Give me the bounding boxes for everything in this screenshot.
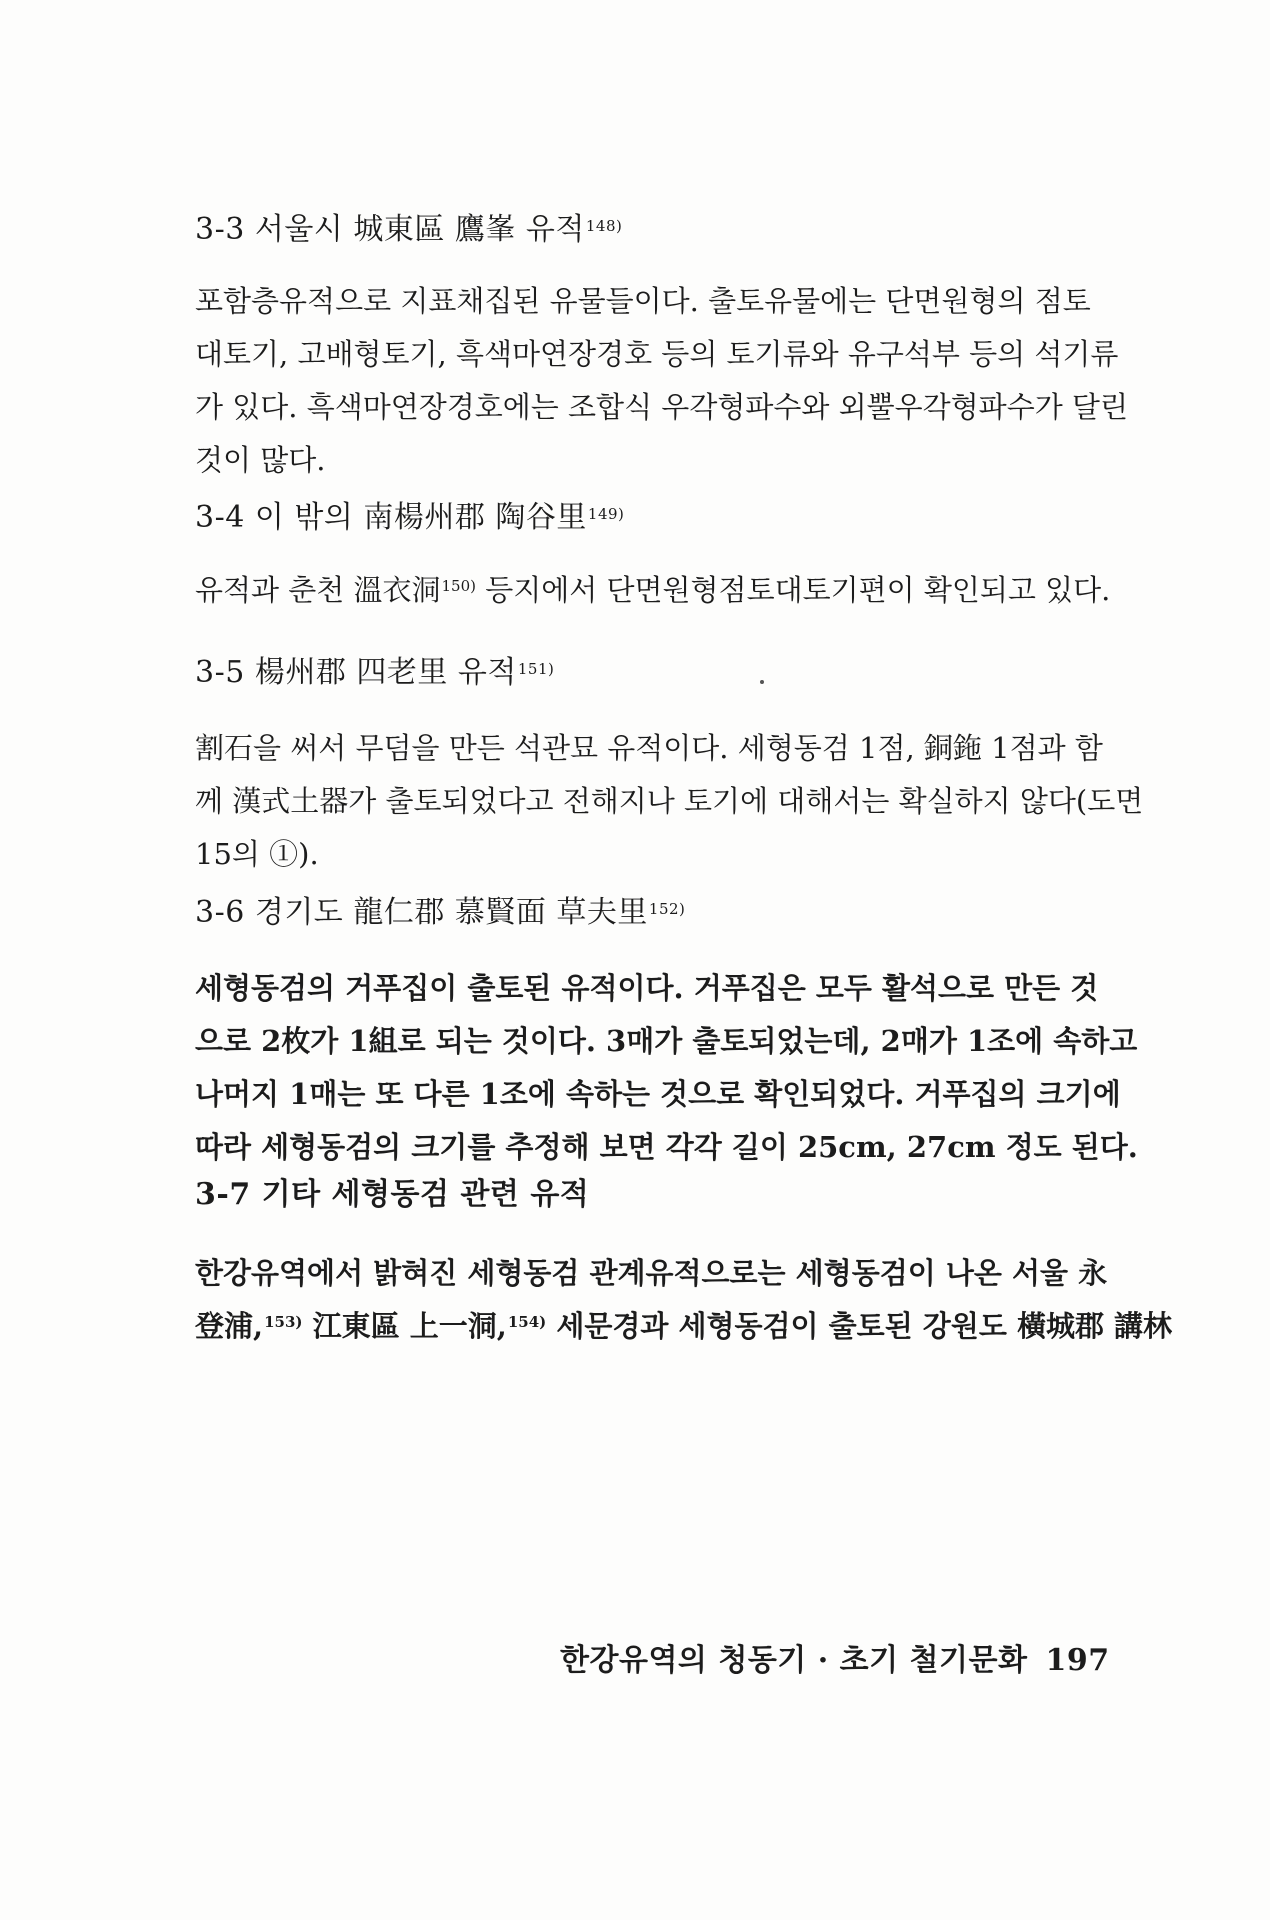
paragraph-3-3 [195, 275, 1128, 487]
footnote-ref: 154) [507, 1313, 547, 1331]
text-line: 으로 2枚가 1組로 되는 것이다. 3매가 출토되었는데, 2매가 1조에 속하고 [195, 1024, 1138, 1058]
text-line: 께 漢式土器가 출토되었다고 전해지나 토기에 대해서는 확실하지 않다(도면 [195, 784, 1144, 818]
text-line: 것이 많다. [195, 443, 326, 477]
text-line: 한강유역에서 밝혀진 세형동검 관계유적으로는 세형동검이 나온 서울 永 [195, 1256, 1108, 1290]
running-footer [560, 1635, 1110, 1679]
section-heading: 3-4 이 밖의 南楊州郡 陶谷里$^{149)}$ [195, 500, 625, 535]
footnote-ref: 148) [585, 217, 623, 235]
footnote-ref: 150) [441, 577, 476, 595]
footnote-ref: 151) [517, 660, 555, 678]
running-title: 한강유역의 청동기 · 초기 철기문화 [560, 1643, 1028, 1678]
footnote-ref: 153) [264, 1313, 303, 1331]
text-line: 登浦,$^{153)}$ 江東區 上一洞,$^{154)}$ 세문경과 세형동검이 출토된 강원도 橫城郡 講林 [195, 1309, 1173, 1343]
section-3-5 [195, 653, 1080, 693]
footnote-ref: 152) [648, 900, 686, 918]
section-3-4 [195, 498, 1080, 538]
section-3-3 [195, 210, 1080, 250]
paragraph-3-4 [195, 564, 1111, 617]
scan-speck [760, 680, 764, 684]
section-heading: 3-6 경기도 龍仁郡 慕賢面 草夫里$^{152)}$ [195, 895, 686, 930]
section-heading: 3-3 서울시 城東區 鷹峯 유적$^{148)}$ [195, 212, 623, 247]
text-line: 가 있다. 흑색마연장경호에는 조합식 우각형파수와 외뿔우각형파수가 달린 [195, 390, 1128, 424]
text-line: 따라 세형동검의 크기를 추정해 보면 각각 길이 25cm, 27cm 정도 된다. [195, 1130, 1138, 1164]
section-heading: 3-5 楊州郡 四老里 유적$^{151)}$ [195, 655, 555, 690]
section-heading: 3-7 기타 세형동검 관련 유적 [195, 1177, 590, 1212]
footnote-ref: 149) [587, 505, 625, 523]
text-line: 割石을 써서 무덤을 만든 석관묘 유적이다. 세형동검 1점, 銅鉇 1점과 함 [195, 731, 1103, 765]
paragraph-3-6 [195, 962, 1138, 1174]
paragraph-3-7 [195, 1247, 1173, 1353]
paragraph-3-5 [195, 722, 1144, 881]
text-line: 포함층유적으로 지표채집된 유물들이다. 출토유물에는 단면원형의 점토 [195, 284, 1091, 318]
section-3-6 [195, 893, 1080, 933]
text-line: 나머지 1매는 또 다른 1조에 속하는 것으로 확인되었다. 거푸집의 크기에 [195, 1077, 1121, 1111]
text-line: 유적과 춘천 溫衣洞$^{150)}$ 등지에서 단면원형점토대토기편이 확인되고 있다. [195, 573, 1111, 607]
text-line: 세형동검의 거푸집이 출토된 유적이다. 거푸집은 모두 활석으로 만든 것 [195, 971, 1099, 1005]
page-number: 197 [1045, 1643, 1110, 1678]
section-3-7 [195, 1175, 1080, 1215]
text-line: 대토기, 고배형토기, 흑색마연장경호 등의 토기류와 유구석부 등의 석기류 [195, 337, 1119, 371]
text-line: 15의 ①). [195, 837, 319, 871]
